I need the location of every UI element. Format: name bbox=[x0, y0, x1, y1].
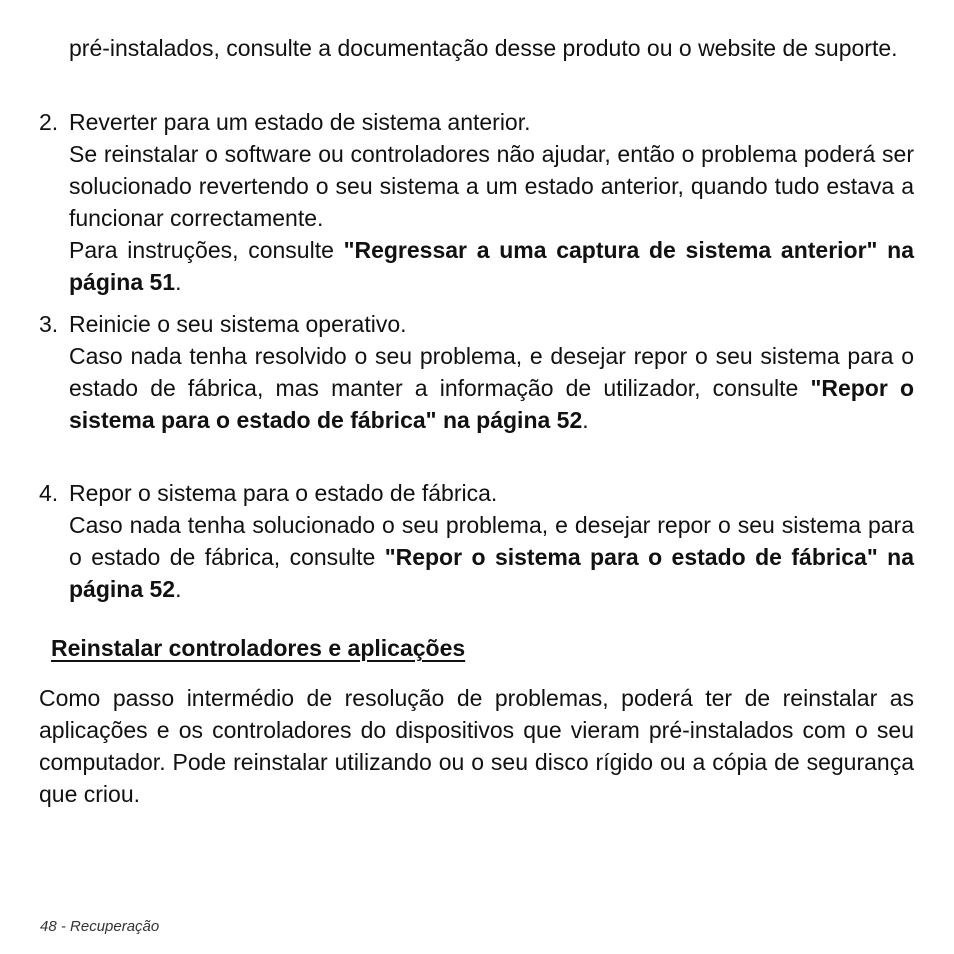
item-4-paragraph-suffix: . bbox=[175, 576, 182, 602]
item-3-paragraph-suffix: . bbox=[582, 407, 589, 433]
item-3-title: Reinicie o seu sistema operativo. bbox=[69, 311, 407, 337]
item-3-paragraph bbox=[69, 340, 914, 436]
page-footer: 48 - Recuperação bbox=[40, 918, 160, 935]
item-4-reference-link[interactable]: "Repor o sistema para o estado de fábrica" na página 52 bbox=[69, 544, 914, 602]
item-4-paragraph bbox=[69, 509, 914, 605]
item-3-paragraph-prefix: Caso nada tenha resolvido o seu problema, e desejar repor o seu sistema para o estado de fábrica, mas manter a informação de utilizador, consulte bbox=[69, 343, 914, 401]
item-2-reference-prefix: Para instruções, consulte bbox=[69, 237, 344, 263]
item-2-reference-paragraph bbox=[69, 234, 914, 298]
item-4-title: Repor o sistema para o estado de fábrica. bbox=[69, 480, 498, 506]
item-2-title: Reverter para um estado de sistema anterior. bbox=[69, 109, 531, 135]
section-body-paragraph: Como passo intermédio de resolução de problemas, poderá ter de reinstalar as aplicações e os controladores do dispositivos que vieram pré-instalados com o seu computador. Pode reinstalar utilizando ou o seu disco rígido ou a cópia de segurança que criou. bbox=[39, 685, 914, 807]
continuation-paragraph: pré-instalados, consulte a documentação desse produto ou o website de suporte. bbox=[69, 35, 898, 61]
item-4-paragraph-prefix: Caso nada tenha solucionado o seu problema, e desejar repor o seu sistema para o estado de fábrica, consulte bbox=[69, 512, 914, 570]
item-2-reference-suffix: . bbox=[175, 269, 182, 295]
item-3-number: 3. bbox=[39, 311, 59, 337]
section-heading: Reinstalar controladores e aplicações bbox=[51, 635, 466, 661]
item-2-number: 2. bbox=[39, 109, 59, 135]
item-3-reference-link[interactable]: "Repor o sistema para o estado de fábrica" na página 52 bbox=[69, 375, 914, 433]
item-2-reference-link[interactable]: "Regressar a uma captura de sistema anterior" na página 51 bbox=[69, 237, 914, 295]
item-4-number: 4. bbox=[39, 480, 59, 506]
item-2-paragraph: Se reinstalar o software ou controladores não ajudar, então o problema poderá ser solucionado revertendo o seu sistema a um estado anterior, quando tudo estava a funcionar correctamente. bbox=[69, 141, 914, 231]
